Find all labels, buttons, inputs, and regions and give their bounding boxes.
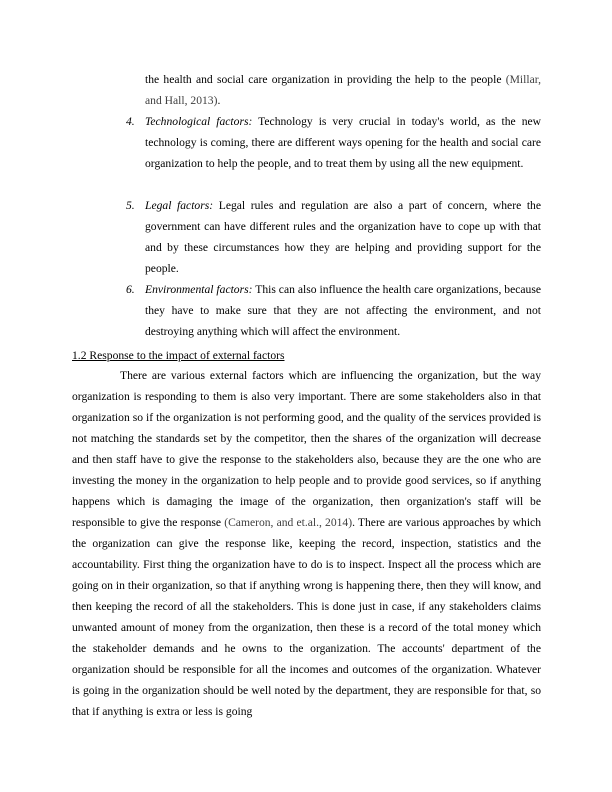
citation-cameron: (Cameron, and et.al., 2014) [224,516,353,529]
section-heading: 1.2 Response to the impact of external factors [72,349,285,362]
list-text: Legal rules and regulation are also a part of concern, where the government can have different rules and the organization have to cope up with that and by these circumstances how they are helping and providing support for the people. [145,199,542,275]
continued-list-text: the health and social care organization in providing the help to the people (Millar, and Hall, 2013). [145,73,542,107]
list-text: Technology is very crucial in today's world, as the new technology is coming, there are different ways opening for the health and social care organization to help the people, and to treat them by using all the new equipment. [145,115,542,170]
citation-millar-hall: (Millar, and Hall, 2013) [145,73,542,107]
body-paragraph: There are various external factors which are influencing the organization, but the way organization is responding to them is also very important. There are some stakeholders also in that organization so if the organization is not performing good, and the quality of the services provided is not matching the standards set by the competitor, then the shares of the organization will decrease and then staff have to give the response to the stakeholders also, because they are the one who are investing the money in the organization to help people and to provide good services, so if anything happens which is damaging the image of the organization, then organization's staff will be responsible to give the response (Cameron, and et.al., 2014). There are various approaches by which the organization can give the response like, keeping the record, inspection, statistics and the accountability. First thing the organization have to do is to inspect. Inspect all the process which are going on in their organization, so that if anything wrong is happening there, then they will know, and then keeping the record of all the stakeholders. This is done just in case, if any stakeholders claims unwanted amount of money from the organization, then these is a record of the total money which the stakeholder demands and he owns to the organization. The accounts' department of the organization should be responsible for all the incomes and outcomes of the organization. Whatever is going in the organization should be well noted by the department, they are responsible for that, so that if anything is extra or less is going [72,369,541,718]
list-item-legal [126,195,542,279]
list-item-environmental [126,279,541,342]
list-item-technological [126,111,542,174]
list-text: This can also influence the health care organizations, because they have to make sure that they are not affecting the environment, and not destroying anything which will affect the environment. [145,283,541,338]
list-term: Technological factors: [145,115,253,128]
list-term: Legal factors: [145,199,214,212]
list-number: 5. [126,199,135,212]
list-number: 6. [126,283,135,296]
list-number: 4. [126,115,135,128]
list-term: Environmental factors: [145,283,253,296]
